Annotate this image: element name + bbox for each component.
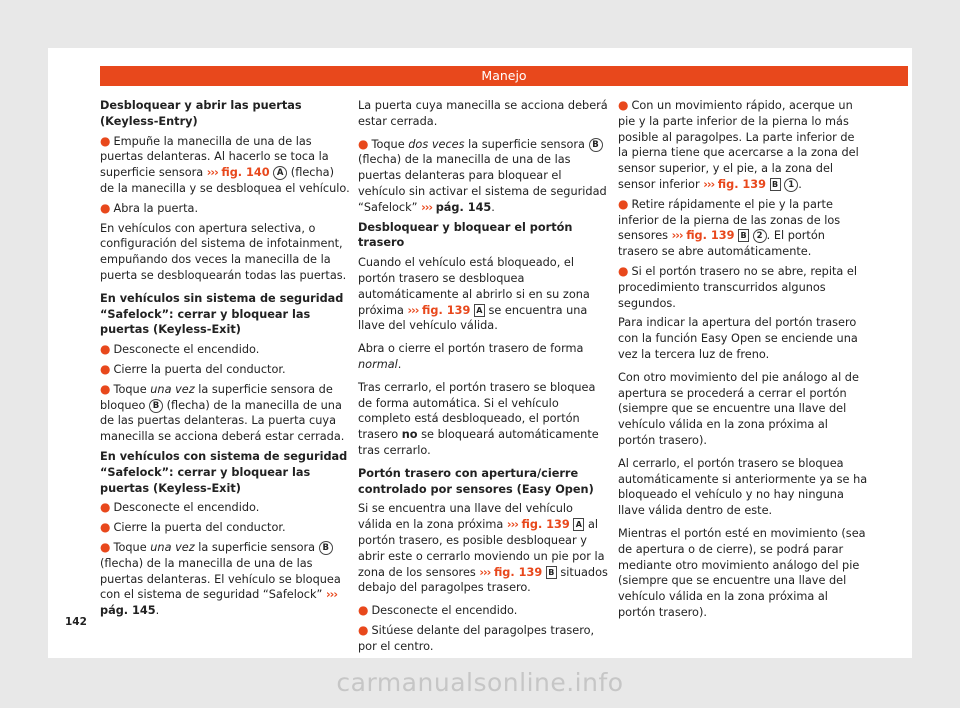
arrow-icon: ››› xyxy=(479,565,491,579)
heading-keyless-entry: Desbloquear y abrir las puertas (Keyless-Entry) xyxy=(100,99,302,128)
figure-link[interactable]: fig. 139 xyxy=(686,229,735,243)
bullet-item: ● Toque dos veces la superficie sensora B (flecha) de la manecilla de una de las puertas delanteras para bloquear el vehículo sin activar el sistema de seguridad “Safelock” ››› pág. 145. xyxy=(358,136,607,214)
arrow-icon: ››› xyxy=(421,200,433,214)
bullet-item: ● Desconecte el encendido. xyxy=(100,342,260,357)
figure-link[interactable]: fig. 140 xyxy=(221,166,270,180)
bullet-icon: ● xyxy=(100,361,111,376)
circle-letter-badge: B xyxy=(149,399,163,413)
square-letter-badge: B xyxy=(546,566,557,579)
bullet-item: ● Con un movimiento rápido, acerque un pie y la parte inferior de la pierna lo más posible al paragolpes. La parte inferior de la pierna tiene que acercarse a la zona del sensor superior, y el pie, a la zona del sensor inferior ››› fig. 139 B 1 . xyxy=(618,98,859,191)
bullet-item: ● Retire rápidamente el pie y la parte inferior de la pierna de las zonas de los sensores ››› fig. 139 B 2 . El portón trasero se abre automáticamente. xyxy=(618,196,841,259)
bullet-icon: ● xyxy=(100,381,111,396)
figure-link[interactable]: fig. 139 xyxy=(521,518,570,532)
bullet-item: ● Desconecte el encendido. xyxy=(100,500,260,515)
arrow-icon: ››› xyxy=(506,518,518,532)
heading-keyless-exit-safelock: En vehículos con sistema de seguridad “Safelock”: cerrar y bloquear las puertas (Keyless-Exit) xyxy=(100,449,348,495)
paragraph: Mientras el portón esté en movimiento (sea de apertura o de cierre), se podrá parar mediante otro movimiento análogo del pie (siempre que se encuentre una llave del vehículo válida en la zona próxima al portón trasero). xyxy=(618,526,866,619)
column-2 xyxy=(358,98,608,659)
figure-link[interactable]: fig. 139 xyxy=(493,565,543,579)
square-letter-badge: B xyxy=(770,178,781,191)
bullet-icon: ● xyxy=(618,263,629,278)
heading-keyless-exit-no-safelock: En vehículos sin sistema de seguridad “Safelock”: cerrar y bloquear las puertas (Keyless-Exit) xyxy=(100,291,344,337)
paragraph: Abra o cierre el portón trasero de forma normal. xyxy=(358,342,584,371)
paragraph: Si se encuentra una llave del vehículo válida en la zona próxima ››› fig. 139 A al portón trasero, es posible desbloquear y abrir este o cerrarlo moviendo un pie por la zona de los sensores ››› fig. 139 B situados debajo del paragolpes trasero. xyxy=(358,502,608,595)
section-header: Manejo xyxy=(100,66,908,86)
heading-tailgate: Desbloquear y bloquear el portón trasero xyxy=(358,220,573,250)
page-link[interactable]: pág. 145 xyxy=(435,200,492,214)
bullet-icon: ● xyxy=(358,622,369,637)
arrow-icon: ››› xyxy=(326,588,337,602)
circle-number-badge: 2 xyxy=(753,229,767,243)
paragraph: Cuando el vehículo está bloqueado, el portón trasero se desbloquea automáticamente al abrirlo si en su zona próxima ››› fig. 139 A se encuentra una llave del vehículo válida. xyxy=(358,256,590,333)
bullet-item: ● Toque una vez la superficie sensora de bloqueo B (flecha) de la manecilla de una de las puertas delanteras. La puerta cuya manecilla se acciona deberá estar cerrada. xyxy=(100,381,345,444)
column-1 xyxy=(100,98,350,623)
arrow-icon: ››› xyxy=(703,177,715,191)
figure-link[interactable]: fig. 139 xyxy=(422,303,471,317)
square-letter-badge: A xyxy=(474,304,485,317)
bullet-item: ● Cierre la puerta del conductor. xyxy=(100,520,286,535)
circle-letter-badge: B xyxy=(319,541,333,555)
arrow-icon: ››› xyxy=(671,229,683,243)
bullet-item: ● Desconecte el encendido. xyxy=(358,603,518,618)
paragraph: Con otro movimiento del pie análogo al de apertura se procederá a cerrar el portón (siempre que se encuentre una llave del vehículo válida en la zona próxima al portón trasero). xyxy=(618,370,859,447)
paragraph: Para indicar la apertura del portón trasero con la función Easy Open se enciende una vez la tercera luz de freno. xyxy=(618,316,858,361)
bullet-icon: ● xyxy=(100,133,111,148)
bullet-item: ● Sitúese delante del paragolpes trasero, por el centro. xyxy=(358,622,595,653)
manual-page xyxy=(48,48,912,658)
bullet-icon: ● xyxy=(618,98,629,112)
heading-easy-open: Portón trasero con apertura/cierre controlado por sensores (Easy Open) xyxy=(358,466,594,496)
arrow-icon: ››› xyxy=(206,166,218,180)
bullet-item: ● Toque una vez la superficie sensora B (flecha) de la manecilla de una de las puertas delanteras. El vehículo se bloquea con el sistema de seguridad “Safelock” ››› pág. 145. xyxy=(100,539,341,618)
bullet-item: ● Cierre la puerta del conductor. xyxy=(100,361,286,376)
bullet-item: ● Si el portón trasero no se abre, repita el procedimiento transcurridos algunos segundos. xyxy=(618,263,858,310)
bullet-icon: ● xyxy=(618,196,629,211)
bullet-icon: ● xyxy=(100,342,111,357)
bullet-icon: ● xyxy=(100,500,111,515)
page-link[interactable]: pág. 145 xyxy=(100,604,156,618)
bullet-icon: ● xyxy=(358,603,369,618)
square-letter-badge: B xyxy=(738,229,749,242)
bullet-item: ● Empuñe la manecilla de una de las puertas delanteras. Al hacerlo se toca la superficie sensora ››› fig. 140 A (flecha) de la manecilla y se desbloquea el vehículo. xyxy=(100,133,350,195)
column-3 xyxy=(618,98,868,628)
bullet-icon: ● xyxy=(358,136,369,151)
paragraph: La puerta cuya manecilla se acciona deberá estar cerrada. xyxy=(358,99,608,128)
circle-letter-badge: A xyxy=(273,166,287,180)
bullet-icon: ● xyxy=(100,520,111,535)
circle-letter-badge: B xyxy=(589,138,603,152)
figure-link[interactable]: fig. 139 xyxy=(717,177,767,191)
bullet-item: ● Abra la puerta. xyxy=(100,200,199,215)
bullet-icon: ● xyxy=(100,200,111,215)
square-letter-badge: A xyxy=(573,518,584,531)
page-number: 142 xyxy=(65,616,87,628)
circle-number-badge: 1 xyxy=(784,178,798,192)
watermark-text: carmanualsonline.info xyxy=(336,668,624,697)
bullet-icon: ● xyxy=(100,539,111,554)
paragraph: Al cerrarlo, el portón trasero se bloquea automáticamente si anteriormente ya se ha bloqueado el vehículo y no hay ninguna llave válida dentro de este. xyxy=(618,456,868,518)
paragraph: En vehículos con apertura selectiva, o configuración del sistema de infotainment, empuñando dos veces la manecilla de la puerta se desbloquearán todas las puertas. xyxy=(100,221,347,282)
paragraph: Tras cerrarlo, el portón trasero se bloquea de forma automática. Si el vehículo completo está desbloqueado, el portón trasero no se bloqueará automáticamente tras cerrarlo. xyxy=(358,380,599,457)
arrow-icon: ››› xyxy=(407,303,419,317)
